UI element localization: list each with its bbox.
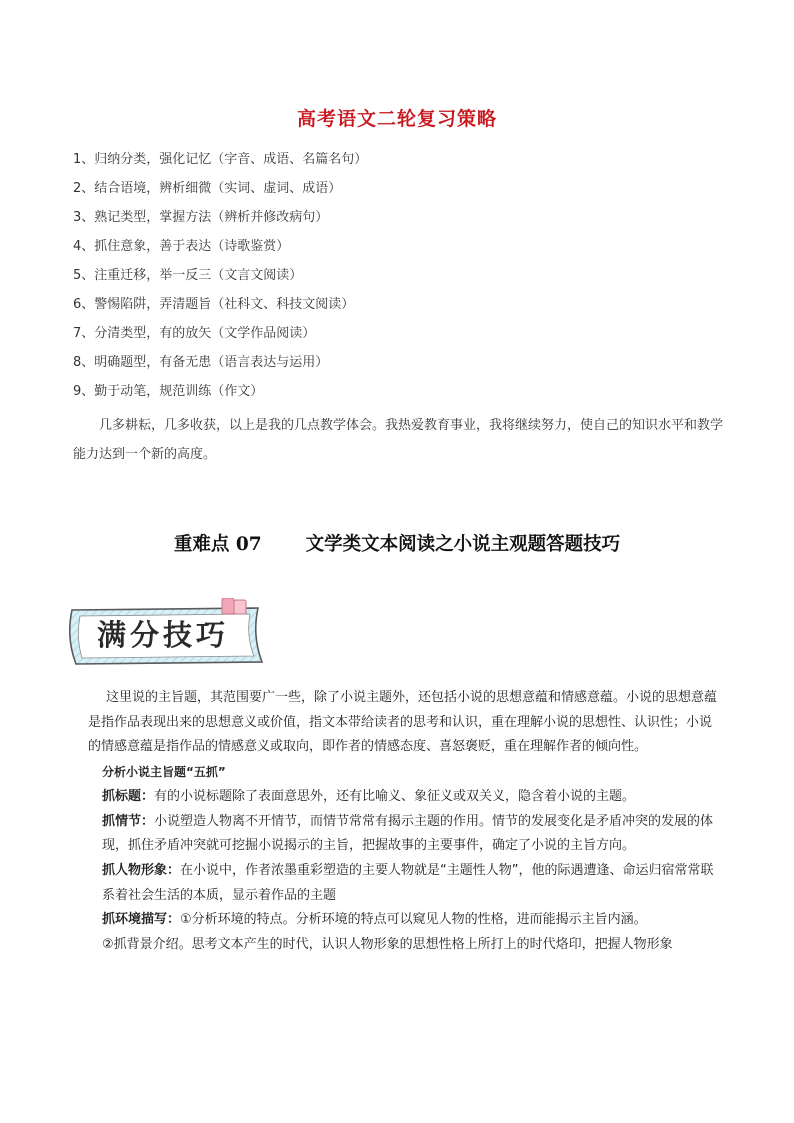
point-label: 抓人物形象： (102, 862, 181, 878)
item-text: 结合语境，辨析细微（实词、虚词、成语） (94, 181, 342, 196)
item-number: 8、 (73, 355, 95, 370)
point-paragraph (88, 785, 724, 810)
list-item (73, 179, 733, 208)
list-item (73, 382, 733, 411)
item-text: 警惕陷阱，弄清题旨（社科文、科技文阅读） (94, 297, 355, 312)
body-content (88, 686, 724, 958)
closing-paragraph: 几多耕耘，几多收获，以上是我的几点教学体会。我热爱教育事业，我将继续努力，使自己的知识水平和教学能力达到一个新的高度。 (73, 418, 724, 462)
point-paragraph (88, 908, 724, 933)
point-text: 有的小说标题除了表面意思外，还有比喻义、象征义或双关义，隐含着小说的主题。 (154, 788, 636, 804)
item-number: 7、 (73, 326, 95, 341)
point-text: 小说塑造人物离不开情节，而情节常常有揭示主题的作用。情节的发展变化是矛盾冲突的发展的体现，抓住矛盾冲突就可挖掘小说揭示的主旨，把握故事的主要事件，确定了小说的主旨方向。 (102, 813, 714, 854)
page-title: 高考语文二轮复习策略 (296, 108, 497, 130)
list-item (73, 353, 733, 382)
section-number: 重难点 07 (173, 534, 262, 555)
point-paragraph (88, 810, 724, 859)
list-item (73, 295, 733, 324)
subheading: 分析小说主旨题“五抓” (102, 765, 226, 780)
strategy-list (73, 150, 733, 411)
list-item (73, 266, 733, 295)
banner-title: 满分技巧 (97, 618, 230, 652)
list-item (73, 150, 733, 179)
section-title: 文学类文本阅读之小说主观题答题技巧 (305, 534, 621, 555)
point-label: 抓情节： (102, 813, 155, 829)
item-text: 勤于动笔，规范训练（作文） (94, 384, 264, 399)
item-text: 归纳分类，强化记忆（字音、成语、名篇名句） (94, 152, 368, 167)
item-text: 抓住意象，善于表达（诗歌鉴赏） (94, 239, 290, 254)
point-label: 抓标题： (102, 788, 155, 804)
item-number: 4、 (73, 239, 95, 254)
section-heading (0, 530, 794, 556)
point-label: 抓环境描写： (102, 912, 181, 928)
list-item (73, 208, 733, 237)
item-number: 1、 (73, 152, 95, 167)
point-text: 在小说中，作者浓墨重彩塑造的主要人物就是“主题性人物”，他的际遇遭逢、命运归宿常常联系着社会生活的本质，显示着作品的主题 (102, 862, 714, 903)
clip-icon (222, 598, 246, 614)
background-line: ②抓背景介绍。思考文本产生的时代，认识人物形象的思想性格上所打上的时代烙印，把握人物形象 (102, 937, 673, 953)
list-item (73, 324, 733, 353)
item-text: 熟记类型，掌握方法（辨析并修改病句） (94, 210, 329, 225)
item-number: 5、 (73, 268, 95, 283)
item-number: 9、 (73, 384, 95, 399)
intro-paragraph: 这里说的主旨题，其范围要广一些，除了小说主题外，还包括小说的思想意蕴和情感意蕴。小说的思想意蕴是指作品表现出来的思想意义或价值，指文本带给读者的思考和认识，重在理解小说的思想性、认识性；小说的情感意蕴是指作品的情感意义或取向，即作者的情感态度、喜怒褒贬，重在理解作者的倾向性。 (88, 690, 718, 755)
item-number: 2、 (73, 181, 95, 196)
point-paragraph (88, 859, 724, 908)
point-text: ①分析环境的特点。分析环境的特点可以窥见人物的性格，进而能揭示主旨内涵。 (180, 912, 647, 928)
item-text: 明确题型，有备无患（语言表达与运用） (94, 355, 329, 370)
item-text: 注重迁移，举一反三（文言文阅读） (94, 268, 303, 283)
item-text: 分清类型，有的放矢（文学作品阅读） (94, 326, 316, 341)
item-number: 6、 (73, 297, 95, 312)
item-number: 3、 (73, 210, 95, 225)
list-item (73, 237, 733, 266)
